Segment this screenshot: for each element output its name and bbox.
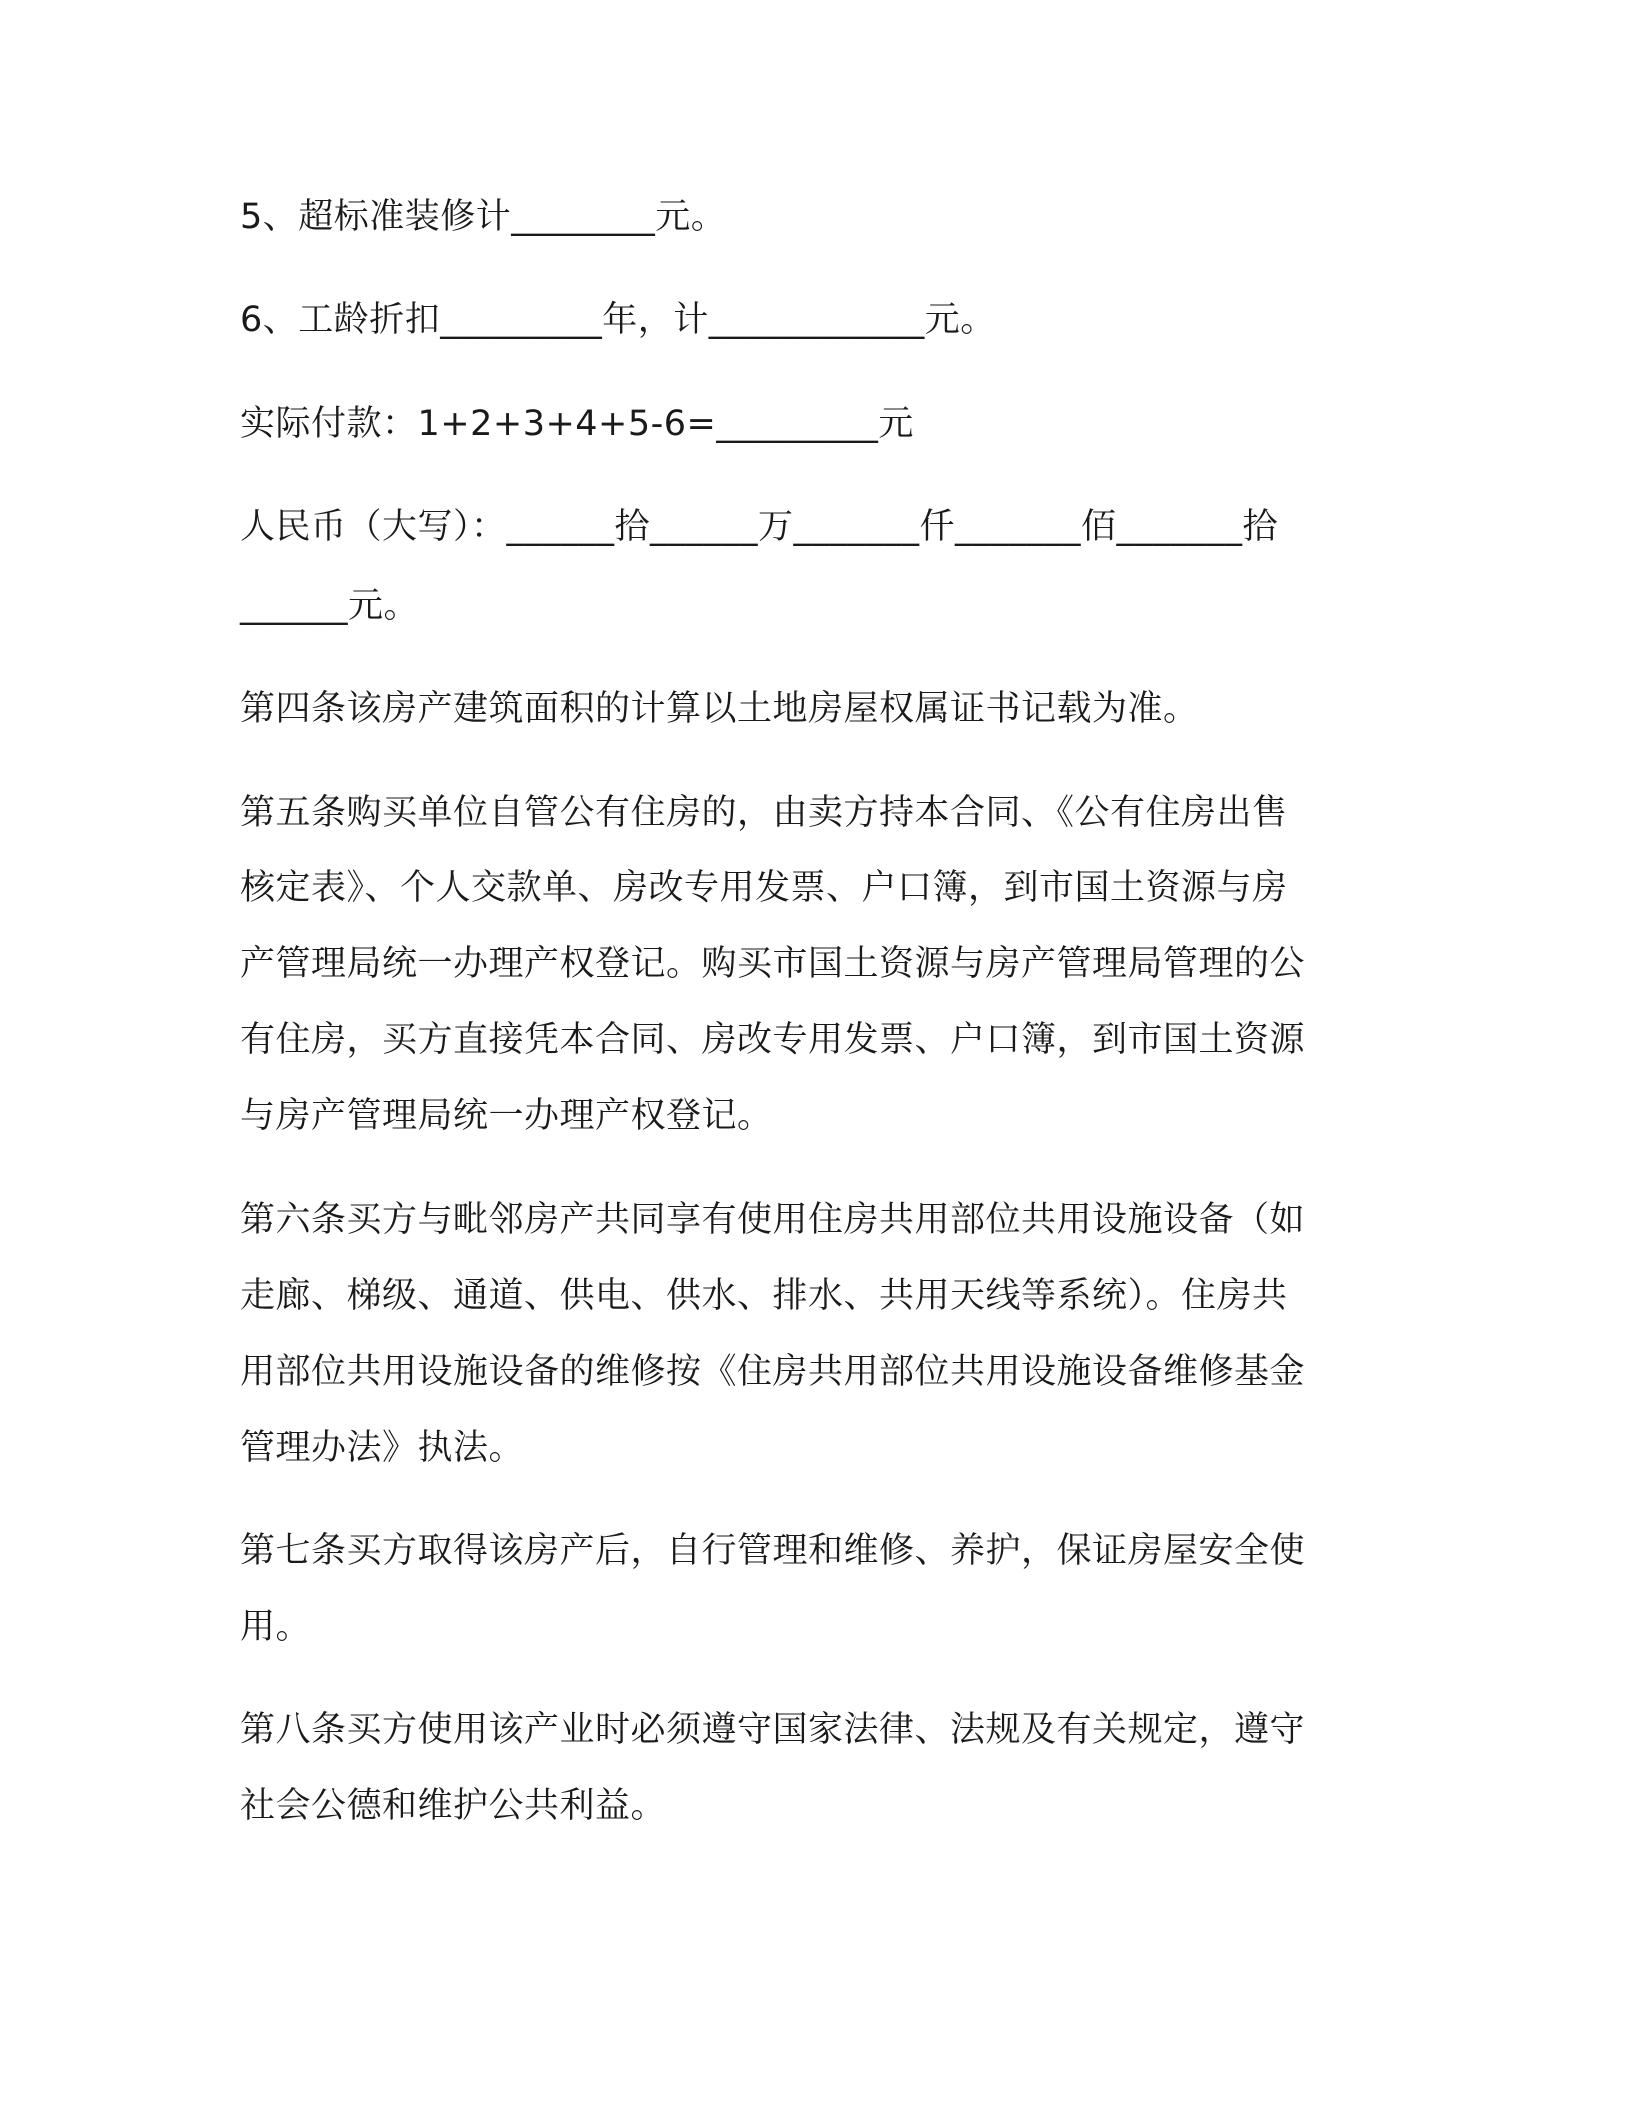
- article-7-line-1: 第七条买方取得该房产后，自行管理和维修、养护，保证房屋安全使: [240, 1531, 1306, 1571]
- article-7-line-2: 用。: [240, 1607, 312, 1647]
- article-6-line-1: 第六条买方与毗邻房产共同享有使用住房共用部位共用设施设备（如: [240, 1200, 1306, 1240]
- article-6-line-3: 用部位共用设施设备的维修按《住房共用部位共用设施设备维修基金: [240, 1352, 1306, 1392]
- article-4: 第四条该房产建筑面积的计算以土地房屋权属证书记载为准。: [240, 689, 1199, 729]
- article-6-line-4: 管理办法》执法。: [240, 1428, 525, 1468]
- article-6-line-2: 走廊、梯级、通道、供电、供水、排水、共用天线等系统）。住房共: [240, 1276, 1288, 1316]
- line-rmb-uppercase-cont: ______元。: [240, 586, 420, 626]
- article-5-line-1: 第五条购买单位自管公有住房的，由卖方持本合同、《公有住房出售: [240, 793, 1288, 833]
- article-8-line-2: 社会公德和维护公共利益。: [240, 1786, 667, 1826]
- article-5-line-2: 核定表》、个人交款单、房改专用发票、户口簿，到市国土资源与房: [240, 868, 1288, 908]
- article-5-line-5: 与房产管理局统一办理产权登记。: [240, 1096, 773, 1136]
- line-seniority-discount: 6、工龄折扣_________年，计____________元。: [240, 300, 996, 340]
- line-rmb-uppercase: 人民币（大写）：______拾______万_______仟_______佰_______拾: [240, 507, 1279, 547]
- line-actual-payment: 实际付款：1+2+3+4+5-6=_________元: [240, 404, 914, 444]
- article-8-line-1: 第八条买方使用该产业时必须遵守国家法律、法规及有关规定，遵守: [240, 1710, 1306, 1750]
- article-5-line-4: 有住房，买方直接凭本合同、房改专用发票、户口簿，到市国土资源: [240, 1020, 1306, 1060]
- article-5-line-3: 产管理局统一办理产权登记。购买市国土资源与房产管理局管理的公: [240, 944, 1306, 984]
- line-decoration-cost: 5、超标准装修计________元。: [240, 197, 727, 237]
